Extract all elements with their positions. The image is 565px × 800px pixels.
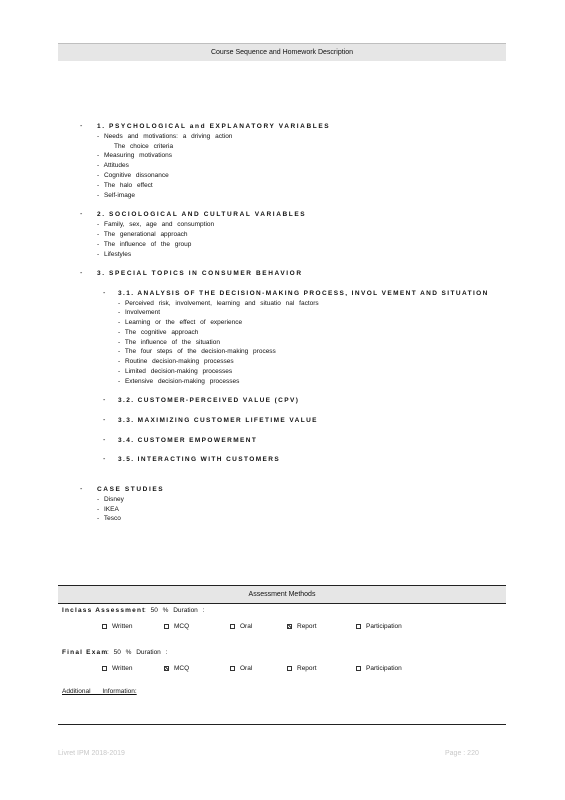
checkbox-checked-icon[interactable] xyxy=(287,624,292,629)
checkbox-icon[interactable] xyxy=(356,666,361,671)
section-3-title: 3. SPECIAL TOPICS IN CONSUMER BEHAVIOR xyxy=(97,270,303,277)
subsection-3-1-title: 3.1. ANALYSIS OF THE DECISION-MAKING PROCESS, INVOL VEMENT AND SITUATION xyxy=(118,290,489,297)
list-item: - Family, sex, age and consumption xyxy=(97,221,215,228)
checkbox-icon[interactable] xyxy=(230,666,235,671)
list-item: - Perceived risk, involvement, learning and situatio nal factors xyxy=(118,300,319,307)
list-item: - Tesco xyxy=(97,515,121,522)
list-item: - Attitudes xyxy=(97,162,129,169)
section-header-title: Course Sequence and Homework Description xyxy=(210,49,354,56)
section-header-bar xyxy=(58,43,506,61)
bullet-dash: - xyxy=(103,437,106,444)
list-item: - The halo effect xyxy=(97,182,153,189)
assessment-title: Assessment Methods xyxy=(248,591,316,598)
list-item: - Involvement xyxy=(118,309,161,316)
list-item: - The four steps of the decision-making process xyxy=(118,348,276,355)
checkbox-icon[interactable] xyxy=(164,624,169,629)
final-option-participation[interactable]: Participation xyxy=(356,665,402,672)
list-item: - Extensive decision-making processes xyxy=(118,378,240,385)
inclass-option-report[interactable]: Report xyxy=(287,623,317,630)
inclass-option-participation[interactable]: Participation xyxy=(356,623,402,630)
final-exam-label: Final Exam xyxy=(62,649,109,656)
list-item: - Needs and motivations: a driving action xyxy=(97,133,233,140)
list-item: - Routine decision-making processes xyxy=(118,358,234,365)
list-item: - The influence of the group xyxy=(97,241,192,248)
checkbox-icon[interactable] xyxy=(230,624,235,629)
subsection-3-4-title: 3.4. CUSTOMER EMPOWERMENT xyxy=(118,437,258,444)
inclass-option-written[interactable]: Written xyxy=(102,623,132,630)
list-item: - Measuring motivations xyxy=(97,152,172,159)
list-item: - Limited decision-making processes xyxy=(118,368,233,375)
page-number: Page : 220 xyxy=(445,750,479,757)
final-option-mcq[interactable]: MCQ xyxy=(164,665,189,672)
subsection-3-2-title: 3.2. CUSTOMER-PERCEIVED VALUE (CPV) xyxy=(118,397,300,404)
inclass-assessment-value: : 50 % Duration : xyxy=(144,607,205,614)
bullet-dash: - xyxy=(103,456,106,463)
section-4-title: CASE STUDIES xyxy=(97,486,165,493)
final-option-report[interactable]: Report xyxy=(287,665,317,672)
bullet-dash: - xyxy=(103,417,106,424)
subsection-3-5-title: 3.5. INTERACTING WITH CUSTOMERS xyxy=(118,456,281,463)
list-item: - The cognitive approach xyxy=(118,329,199,336)
final-option-written[interactable]: Written xyxy=(102,665,132,672)
list-item: - The generational approach xyxy=(97,231,188,238)
list-item: - Cognitive dissonance xyxy=(97,172,169,179)
footer-left: Livret IPM 2018-2019 xyxy=(58,750,125,757)
bullet-dash: - xyxy=(103,290,106,297)
bullet-dash: - xyxy=(80,486,83,493)
list-item: - IKEA xyxy=(97,506,119,513)
list-item: - Disney xyxy=(97,496,124,503)
list-item: The choice criteria xyxy=(114,143,174,150)
bullet-dash: - xyxy=(103,397,106,404)
final-exam-value: : 50 % Duration : xyxy=(107,649,168,656)
section-2-title: 2. SOCIOLOGICAL AND CULTURAL VARIABLES xyxy=(97,211,307,218)
checkbox-icon[interactable] xyxy=(102,624,107,629)
list-item: - The influence of the situation xyxy=(118,339,220,346)
bullet-dash: - xyxy=(80,270,83,277)
list-item: - Lifestyles xyxy=(97,251,132,258)
list-item: - Learning or the effect of experience xyxy=(118,319,243,326)
divider xyxy=(58,724,506,725)
assessment-header-bar xyxy=(58,585,506,604)
additional-information-label: Additional Information: xyxy=(62,688,137,695)
bullet-dash: - xyxy=(80,211,83,218)
checkbox-icon[interactable] xyxy=(102,666,107,671)
inclass-assessment-label: Inclass Assessment xyxy=(62,607,146,614)
subsection-3-3-title: 3.3. MAXIMIZING CUSTOMER LIFETIME VALUE xyxy=(118,417,318,424)
final-option-oral[interactable]: Oral xyxy=(230,665,252,672)
inclass-option-oral[interactable]: Oral xyxy=(230,623,252,630)
section-1-title: 1. PSYCHOLOGICAL and EXPLANATORY VARIABLES xyxy=(97,123,331,130)
list-item: - Self-image xyxy=(97,192,136,199)
checkbox-icon[interactable] xyxy=(356,624,361,629)
checkbox-checked-icon[interactable] xyxy=(164,666,169,671)
inclass-option-mcq[interactable]: MCQ xyxy=(164,623,189,630)
checkbox-icon[interactable] xyxy=(287,666,292,671)
bullet-dash: - xyxy=(80,123,83,130)
